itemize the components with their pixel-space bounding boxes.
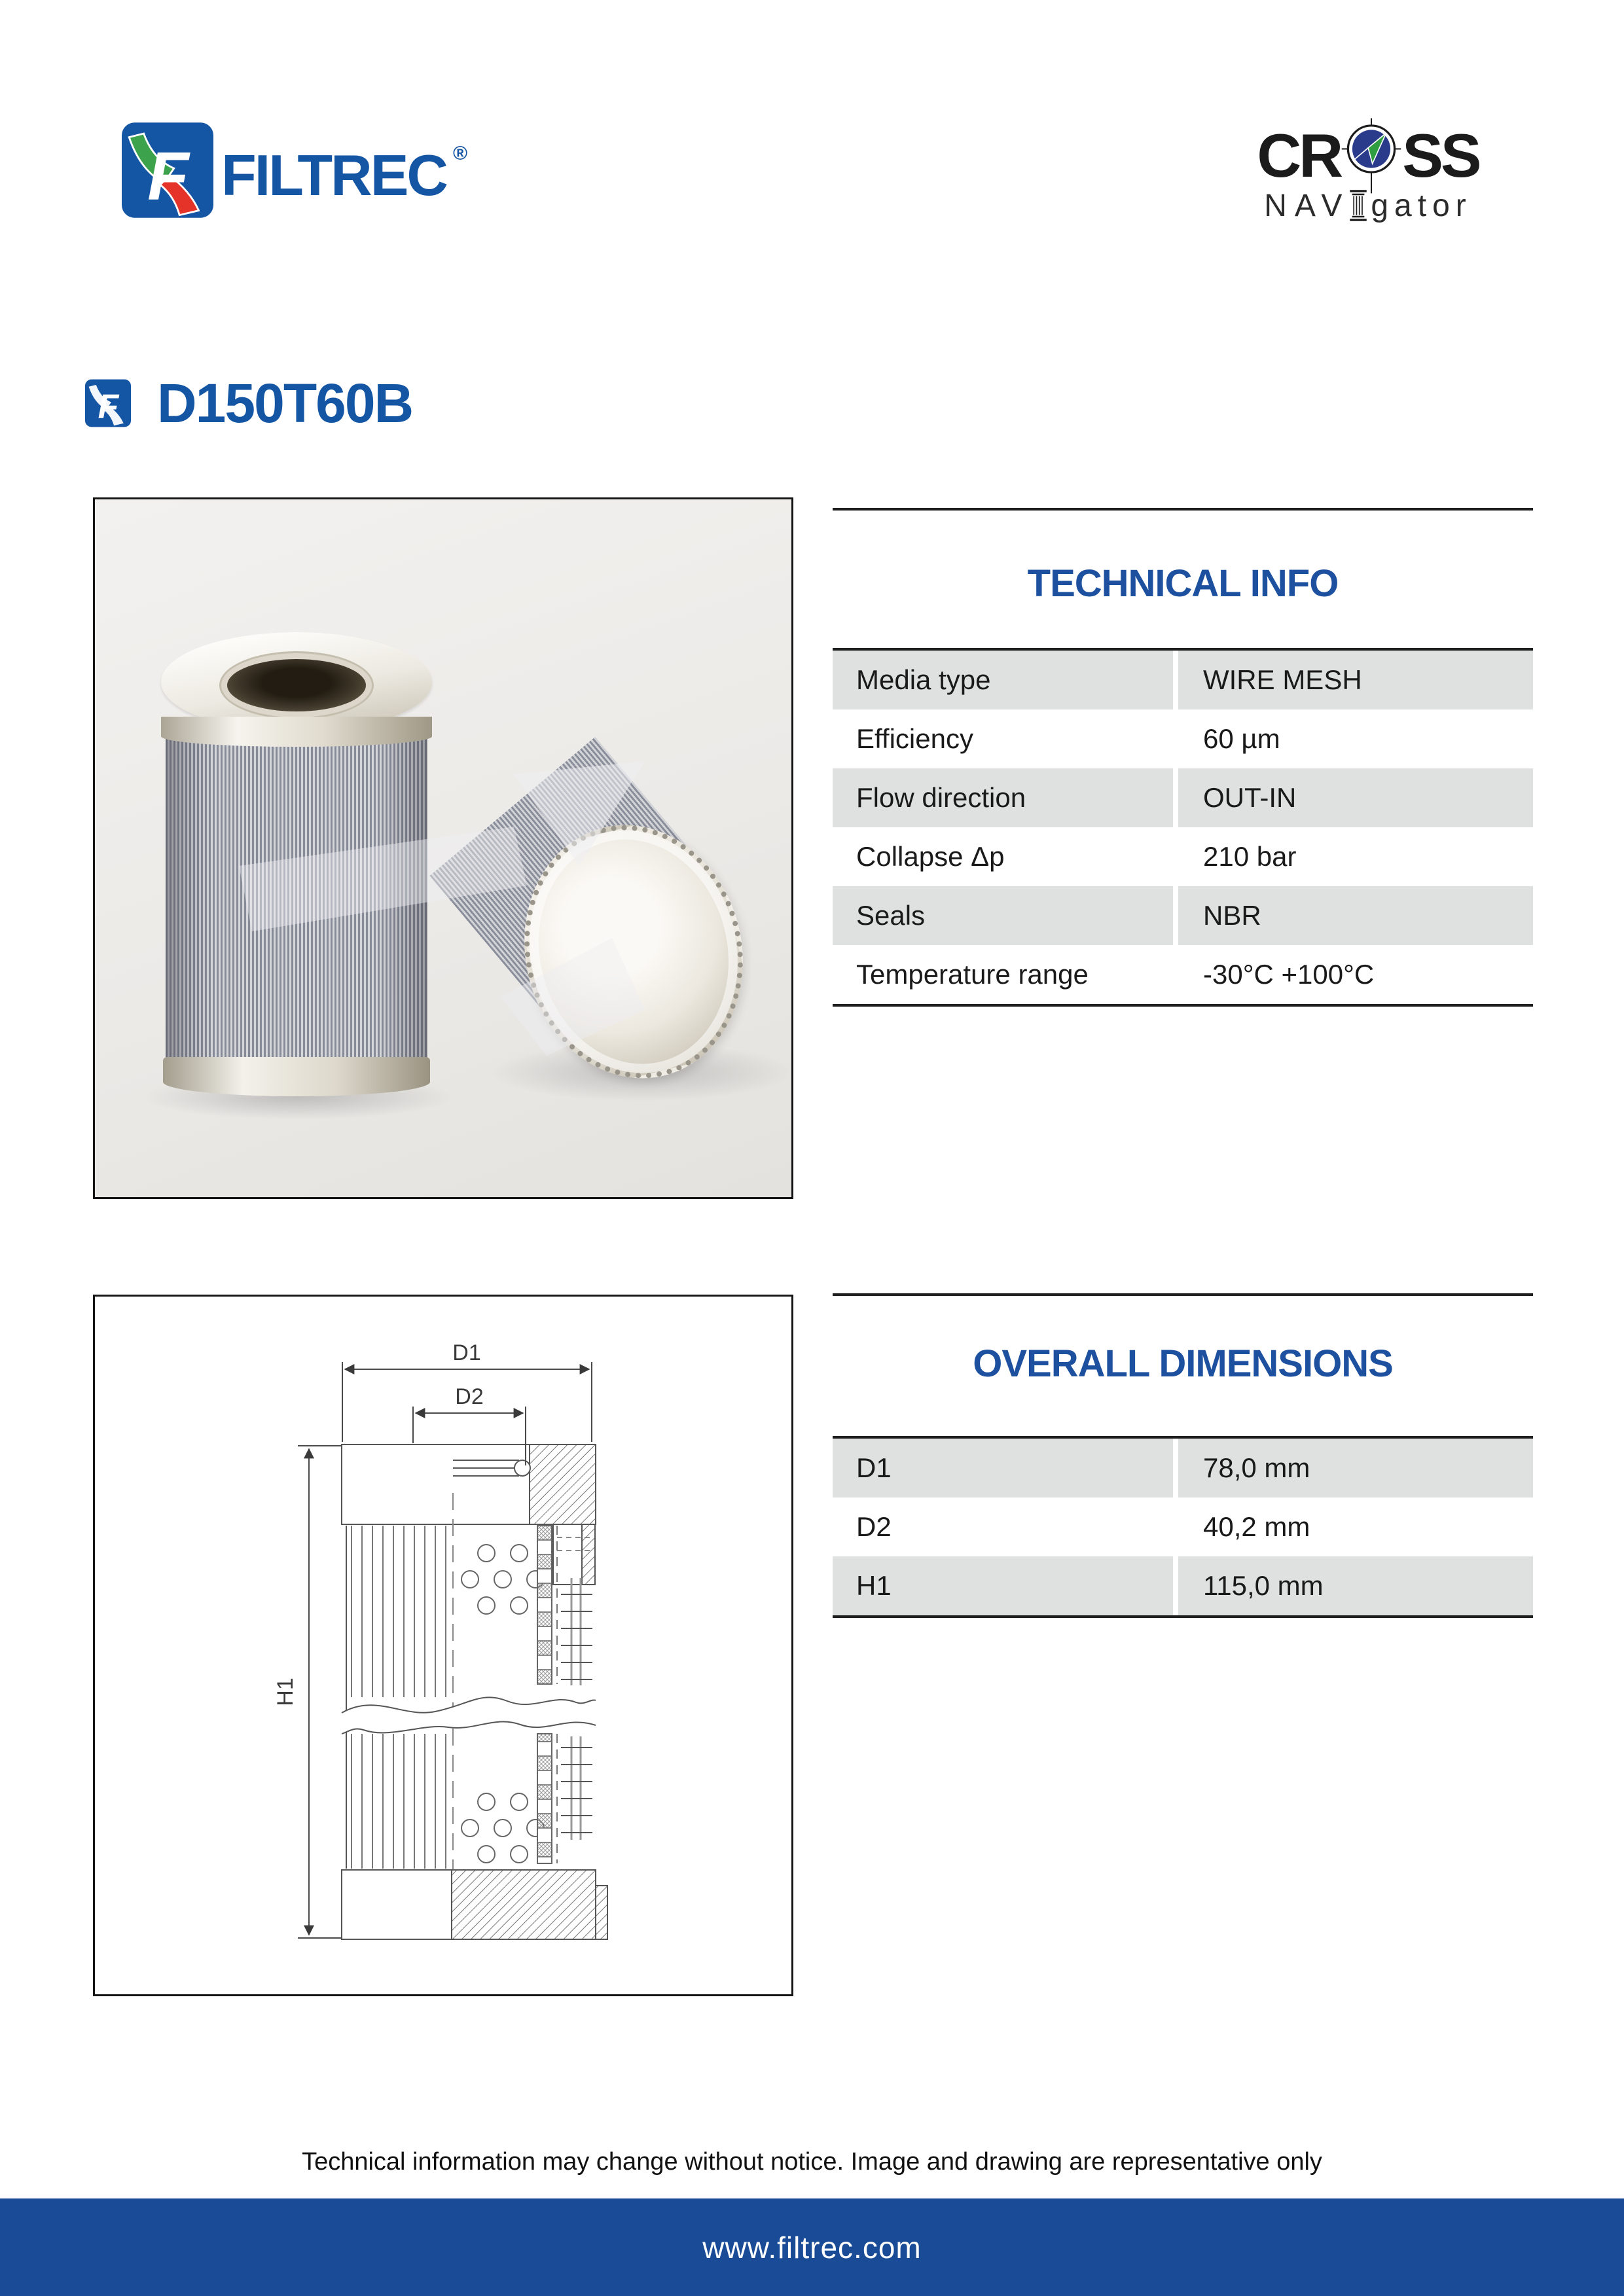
product-title-icon bbox=[85, 379, 131, 427]
table-row bbox=[833, 1556, 1533, 1615]
column-gap bbox=[1173, 945, 1178, 1004]
product-photo bbox=[93, 497, 793, 1199]
compass-icon bbox=[1339, 117, 1403, 194]
table-row bbox=[833, 1498, 1533, 1556]
row-label: Temperature range bbox=[833, 945, 1173, 1004]
footer-bar bbox=[0, 2198, 1624, 2296]
row-value: 210 bar bbox=[1178, 827, 1533, 886]
filtrec-wordmark: FILTREC bbox=[221, 143, 446, 207]
column-gap bbox=[1173, 1439, 1178, 1498]
table-row bbox=[833, 945, 1533, 1004]
cross-text-right: SS bbox=[1402, 121, 1479, 190]
column-gap bbox=[1173, 709, 1178, 768]
technical-info-title: TECHNICAL INFO bbox=[1027, 562, 1339, 605]
filtrec-logo-icon bbox=[122, 122, 213, 218]
filter-upright-bottom-cap bbox=[163, 1057, 430, 1096]
row-value: 115,0 mm bbox=[1178, 1556, 1533, 1615]
cross-navigator-logo bbox=[1224, 117, 1512, 223]
row-label: Collapse Δp bbox=[833, 827, 1173, 886]
website-link[interactable]: www.filtrec.com bbox=[702, 2230, 922, 2265]
footer-disclaimer: Technical information may change without notice. Image and drawing are representative only bbox=[302, 2148, 1322, 2176]
table-row bbox=[833, 827, 1533, 886]
row-label: Efficiency bbox=[833, 709, 1173, 768]
row-value: OUT-IN bbox=[1178, 768, 1533, 827]
section-divider-overall-dimensions bbox=[833, 1293, 1533, 1296]
row-value: 40,2 mm bbox=[1178, 1498, 1533, 1556]
column-gap bbox=[1173, 1556, 1178, 1615]
row-value: -30°C +100°C bbox=[1178, 945, 1533, 1004]
cross-logo-line1 bbox=[1224, 117, 1512, 195]
row-label: H1 bbox=[833, 1556, 1173, 1615]
overall-dimensions-table bbox=[833, 1436, 1533, 1618]
column-gap bbox=[1173, 886, 1178, 945]
row-label: Flow direction bbox=[833, 768, 1173, 827]
column-gap bbox=[1173, 651, 1178, 709]
svg-text:F: F bbox=[147, 137, 189, 214]
row-value: NBR bbox=[1178, 886, 1533, 945]
technical-info-table bbox=[833, 648, 1533, 1007]
table-row bbox=[833, 768, 1533, 827]
svg-text:F: F bbox=[98, 387, 119, 425]
row-value: 78,0 mm bbox=[1178, 1439, 1533, 1498]
column-icon bbox=[1347, 188, 1369, 223]
table-row bbox=[833, 651, 1533, 709]
technical-drawing bbox=[95, 1297, 791, 1994]
row-label: Media type bbox=[833, 651, 1173, 709]
section-divider-technical-info bbox=[833, 508, 1533, 511]
filter-element-upright-body bbox=[166, 730, 427, 1061]
overall-dimensions-title: OVERALL DIMENSIONS bbox=[973, 1342, 1393, 1385]
cross-text-left: CR bbox=[1257, 121, 1341, 190]
column-gap bbox=[1173, 827, 1178, 886]
filter-upright-thread-hole bbox=[227, 659, 366, 711]
technical-drawing-box bbox=[93, 1295, 793, 1996]
drawing-label-d2: D2 bbox=[455, 1384, 484, 1409]
filter-upright-cap-band bbox=[161, 717, 432, 747]
table-row bbox=[833, 886, 1533, 945]
row-label: D2 bbox=[833, 1498, 1173, 1556]
page-title: D150T60B bbox=[157, 372, 413, 434]
row-value: 60 µm bbox=[1178, 709, 1533, 768]
nav-text: NAV bbox=[1264, 188, 1350, 223]
column-gap bbox=[1173, 1498, 1178, 1556]
drawing-label-h1: H1 bbox=[273, 1677, 298, 1706]
row-label: Seals bbox=[833, 886, 1173, 945]
cross-logo-line2 bbox=[1224, 188, 1512, 223]
column-gap bbox=[1173, 768, 1178, 827]
table-row bbox=[833, 1439, 1533, 1498]
row-label: D1 bbox=[833, 1439, 1173, 1498]
registered-trademark: ® bbox=[453, 143, 468, 164]
row-value: WIRE MESH bbox=[1178, 651, 1533, 709]
drawing-label-d1: D1 bbox=[452, 1340, 481, 1365]
gator-text: gator bbox=[1371, 188, 1472, 223]
table-row bbox=[833, 709, 1533, 768]
